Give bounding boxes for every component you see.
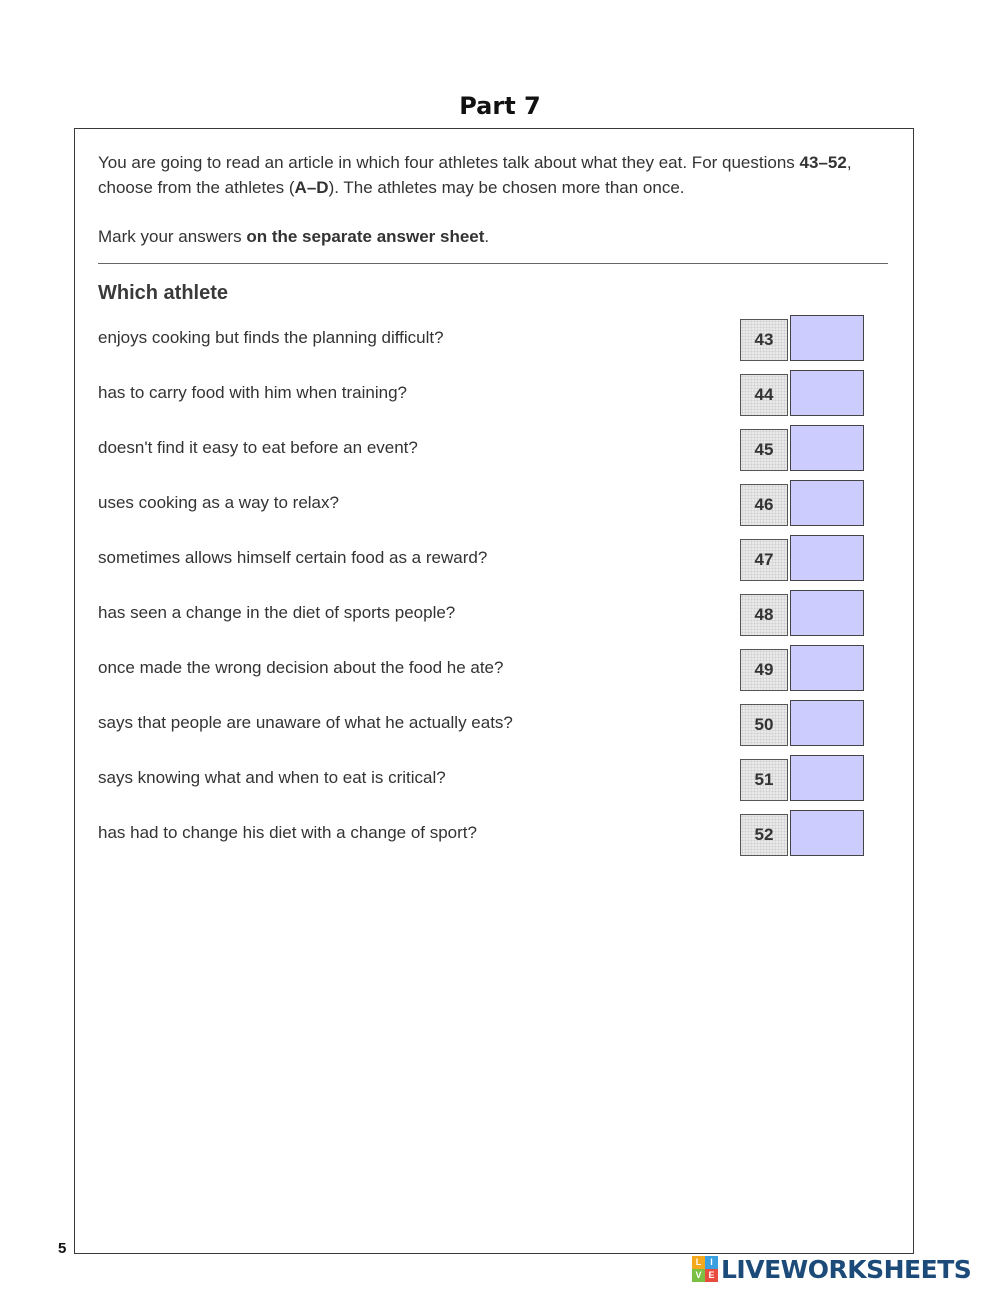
instructions-text: ). The athletes may be chosen more than once.: [328, 178, 685, 197]
logo-letter: V: [692, 1269, 705, 1282]
question-row: [98, 755, 868, 801]
question-range: 43–52: [799, 153, 847, 172]
question-text: sometimes allows himself certain food as a reward?: [98, 548, 488, 567]
question-text: has to carry food with him when training?: [98, 383, 407, 402]
page-title: Part 7: [459, 92, 541, 120]
question-number: 49: [740, 649, 788, 691]
answer-box[interactable]: [790, 755, 864, 801]
logo-letter: E: [705, 1269, 718, 1282]
question-row: [98, 645, 868, 691]
question-number: 47: [740, 539, 788, 581]
question-row: [98, 315, 868, 361]
athlete-options: A–D: [294, 178, 329, 197]
answer-box[interactable]: [790, 590, 864, 636]
question-row: [98, 535, 868, 581]
question-row: [98, 700, 868, 746]
question-row: [98, 480, 868, 526]
answer-box[interactable]: [790, 370, 864, 416]
question-text: once made the wrong decision about the food he ate?: [98, 658, 504, 677]
instructions-text: You are going to read an article in which four athletes talk about what they eat. For questions: [98, 153, 800, 172]
page-number: 5: [58, 1240, 67, 1257]
answer-box[interactable]: [790, 480, 864, 526]
answer-box[interactable]: [790, 315, 864, 361]
answer-box[interactable]: [790, 425, 864, 471]
question-text: uses cooking as a way to relax?: [98, 493, 339, 512]
question-number: 45: [740, 429, 788, 471]
question-number: 50: [740, 704, 788, 746]
question-row: [98, 425, 868, 471]
question-row: [98, 370, 868, 416]
brand-name: LIVEWORKSHEETS: [721, 1254, 972, 1284]
mark-text: .: [484, 227, 490, 246]
liveworksheets-icon: [692, 1256, 718, 1282]
instructions-text: , choose from the athletes (: [98, 153, 852, 197]
question-text: doesn't find it easy to eat before an event?: [98, 438, 418, 457]
question-row: [98, 810, 868, 856]
answer-sheet-note: on the separate answer sheet: [246, 227, 485, 246]
question-text: enjoys cooking but finds the planning difficult?: [98, 328, 444, 347]
mark-answers-paragraph: [98, 224, 898, 249]
section-heading: Which athlete: [98, 282, 229, 304]
question-text: says that people are unaware of what he actually eats?: [98, 713, 513, 732]
instructions-paragraph: [98, 150, 898, 200]
question-row: [98, 590, 868, 636]
logo-letter: L: [692, 1256, 705, 1269]
question-text: has seen a change in the diet of sports people?: [98, 603, 456, 622]
instructions: [98, 150, 898, 249]
question-number: 44: [740, 374, 788, 416]
divider: [98, 263, 888, 264]
mark-text: Mark your answers: [98, 227, 247, 246]
answer-box[interactable]: [790, 645, 864, 691]
question-number: 43: [740, 319, 788, 361]
answer-box[interactable]: [790, 535, 864, 581]
question-number: 48: [740, 594, 788, 636]
logo-letter: I: [705, 1256, 718, 1269]
question-text: says knowing what and when to eat is critical?: [98, 768, 446, 787]
question-number: 51: [740, 759, 788, 801]
question-number: 46: [740, 484, 788, 526]
question-number: 52: [740, 814, 788, 856]
answer-box[interactable]: [790, 810, 864, 856]
answer-box[interactable]: [790, 700, 864, 746]
question-text: has had to change his diet with a change of sport?: [98, 823, 477, 842]
liveworksheets-logo: [692, 1254, 971, 1284]
